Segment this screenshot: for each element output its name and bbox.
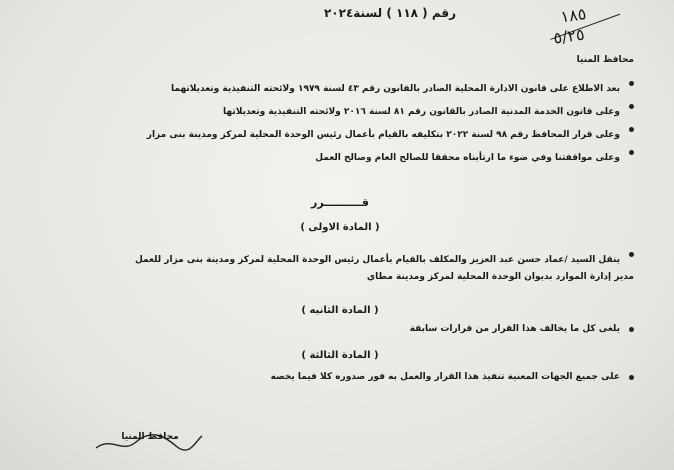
article-3-text: على جميع الجهات المعنية تنفيذ هذا القرار والعمل به فور صدوره كلا فيما يخصه [270, 372, 620, 382]
article-1-continuation: مدير إدارة الموارد بديوان الوحدة المحلية لمركز ومدينة مطاي [366, 272, 634, 282]
preamble-text: وعلى قانون الخدمة المدنية الصادر بالقانون رقم ٨١ لسنة ٢٠١٦ ولائحته التنفيذية وتعديلاتها [223, 107, 620, 117]
article-1-heading: ( المادة الاولى ) [300, 222, 380, 233]
reference-number-bottom: ٥/٢٥ [552, 24, 586, 48]
bullet-icon [629, 150, 634, 155]
bullet-icon [629, 104, 634, 109]
article-1-text: ينقل السيد /عماد حسن عبد العزيز والمكلف بالقيام بأعمال رئيس الوحدة المحلية لمركز ومدينة بنى مزار للعمل [134, 255, 620, 265]
preamble-item [54, 78, 634, 101]
preamble-item [54, 101, 634, 124]
article-2-item [54, 324, 634, 334]
bullet-icon [629, 81, 634, 86]
preamble-item [54, 147, 634, 170]
decision-number-line: رقم ( ١١٨ ) لسنة٢٠٢٤ [323, 6, 457, 20]
article-3-list [54, 372, 634, 382]
signature-title: محافظ المنيا [121, 432, 179, 442]
bullet-icon [629, 127, 634, 132]
article-1-item [54, 249, 634, 271]
decides-heading: قــــــــــرر [311, 196, 369, 209]
article-2-text: يلغى كل ما يخالف هذا القرار من قرارات سابقة [409, 324, 620, 334]
article-1-list [54, 249, 634, 271]
article-3-heading: ( المادة الثالثة ) [301, 350, 379, 361]
article-2-heading: ( المادة الثانيه ) [301, 305, 379, 316]
preamble-list [54, 78, 634, 170]
preamble-text: وعلى قرار المحافظ رقم ٩٨ لسنة ٢٠٢٢ بتكليفه بالقيام بأعمال رئيس الوحدة المحلية لمركز ومدينة بنى مزار [146, 130, 620, 140]
reference-number-handwritten [545, 0, 628, 51]
bullet-icon [629, 252, 634, 257]
preamble-item [54, 124, 634, 147]
article-2-list [54, 324, 634, 334]
article-3-item [54, 372, 634, 382]
bullet-icon [629, 327, 634, 332]
bullet-icon [629, 375, 634, 380]
preamble-text: وعلى مواقفتنا وفي ضوء ما ارتأيناه محققا للصالح العام وصالح العمل [315, 153, 620, 163]
governor-title: محافظ المنيا [576, 55, 634, 65]
preamble-text: بعد الاطلاع على قانون الادارة المحلية الصادر بالقانون رقم ٤٣ لسنة ١٩٧٩ ولائحته التنفيذية وتعديلاتهما [171, 84, 620, 94]
reference-number-top: ١٨٥ [559, 4, 588, 27]
